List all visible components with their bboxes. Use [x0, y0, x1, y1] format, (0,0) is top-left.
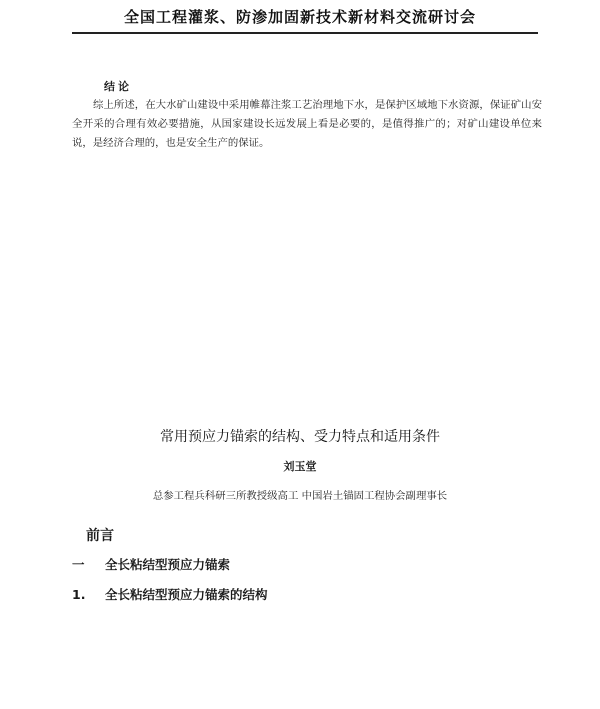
section-number-1: 一	[72, 557, 85, 572]
subsection-title-1: 全长粘结型预应力锚索的结构	[105, 587, 268, 602]
paper-author: 刘玉堂	[283, 460, 317, 473]
conclusion-paragraph: 综上所述，在大水矿山建设中采用帷幕注浆工艺治理地下水，是保护区域地下水资源，保证矿山安全开采的合理有效必要措施，从国家建设长远发展上看是必要的，是值得推广的；对矿山建设单位来说，是经济合理的，也是安全生产的保证。	[72, 99, 542, 149]
document-header-title: 全国工程灌浆、防渗加固新技术新材料交流研讨会	[123, 8, 476, 26]
section-heading-1	[72, 555, 230, 573]
conclusion-heading: 结论	[104, 80, 132, 93]
author-affiliation: 总参工程兵科研三所教授级高工 中国岩土锚固工程协会副理事长	[152, 490, 448, 502]
header-divider	[72, 32, 538, 34]
preface-heading: 前言	[86, 528, 114, 544]
paper-title: 常用预应力锚索的结构、受力特点和适用条件	[160, 429, 440, 445]
section-title-1: 全长粘结型预应力锚索	[105, 557, 231, 572]
subsection-number-1: 1.	[72, 587, 86, 602]
subsection-heading-1	[72, 585, 268, 603]
